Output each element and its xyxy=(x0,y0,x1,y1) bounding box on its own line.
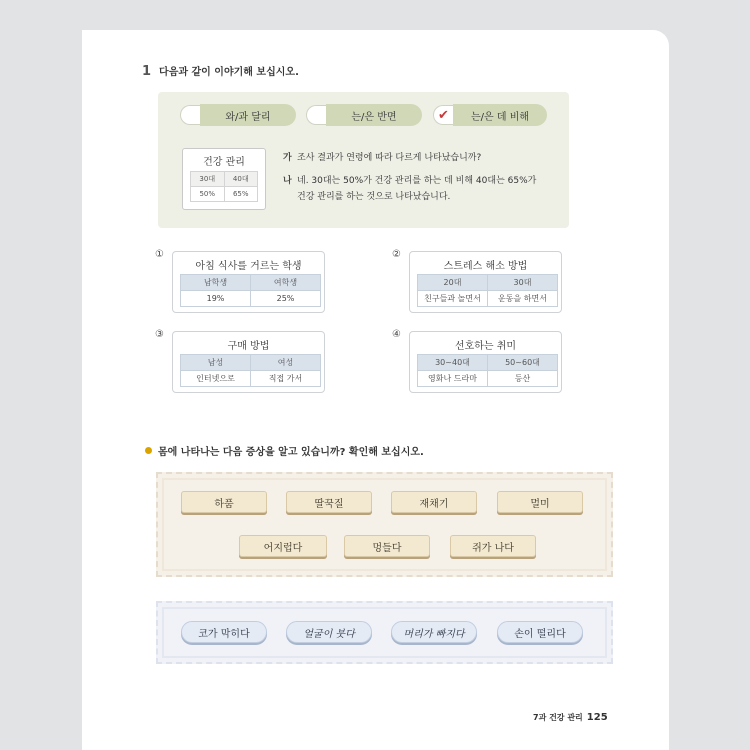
example-card-title: 건강 관리 xyxy=(203,157,245,168)
dialog-text: 네. 30대는 50%가 건강 관리를 하는 데 비해 40대는 65%가 xyxy=(297,176,537,186)
phrase-card[interactable]: 얼굴이 붓다 xyxy=(286,621,372,643)
pattern-label: 와/과 달리 xyxy=(200,104,296,126)
card-table xyxy=(417,274,558,307)
symptom-card[interactable]: 어지럽다 xyxy=(239,535,327,557)
table-cell: 65% xyxy=(224,187,258,202)
dialog-line-a xyxy=(283,150,481,166)
card-table xyxy=(180,274,321,307)
item-number: ① xyxy=(155,249,164,260)
table-cell: 25% xyxy=(251,291,321,307)
table-cell: 직접 가서 xyxy=(251,371,321,387)
question-2-title xyxy=(145,443,424,458)
dialog-text: 건강 관리를 하는 것으로 나타났습니다. xyxy=(297,192,451,202)
speaker-label: 나 xyxy=(283,176,292,186)
pattern-option-3[interactable] xyxy=(433,104,547,126)
card-table xyxy=(417,354,558,387)
symptom-card[interactable]: 쥐가 나다 xyxy=(450,535,536,557)
table-header: 30대 xyxy=(488,275,558,291)
dialog-text: 조사 결과가 연령에 따라 다르게 나타났습니까? xyxy=(297,153,482,163)
table-cell: 50% xyxy=(191,187,225,202)
page-margin-left xyxy=(0,0,82,750)
pattern-option-1[interactable] xyxy=(180,104,296,126)
table-cell: 19% xyxy=(181,291,251,307)
practice-card-2 xyxy=(409,251,562,313)
symptom-card[interactable]: 멍들다 xyxy=(344,535,430,557)
card-title: 스트레스 해소 방법 xyxy=(443,261,528,272)
table-header: 남학생 xyxy=(181,275,251,291)
symptom-card[interactable]: 하품 xyxy=(181,491,267,513)
check-icon: ✔ xyxy=(438,107,449,123)
page-number: 125 xyxy=(586,712,608,723)
card-title: 구매 방법 xyxy=(227,341,270,352)
item-number: ④ xyxy=(392,329,401,340)
page-footer xyxy=(533,712,608,723)
table-header: 20대 xyxy=(418,275,488,291)
table-header: 30대 xyxy=(191,172,225,187)
pattern-label: 는/은 데 비해 xyxy=(453,104,547,126)
phrase-card[interactable]: 머리가 빠지다 xyxy=(391,621,477,643)
table-cell: 운동을 하면서 xyxy=(488,291,558,307)
table-header: 30~40대 xyxy=(418,355,488,371)
table-header: 남성 xyxy=(181,355,251,371)
table-cell: 친구들과 놀면서 xyxy=(418,291,488,307)
table-cell: 등산 xyxy=(488,371,558,387)
table-header: 50~60대 xyxy=(488,355,558,371)
card-table xyxy=(180,354,321,387)
page-margin-top xyxy=(82,0,669,30)
table-header: 여학생 xyxy=(251,275,321,291)
card-title: 선호하는 취미 xyxy=(454,341,517,352)
phrase-card[interactable]: 손이 떨리다 xyxy=(497,621,583,643)
table-cell: 영화나 드라마 xyxy=(418,371,488,387)
question-text: 다음과 같이 이야기해 보십시오. xyxy=(159,67,299,78)
practice-card-1 xyxy=(172,251,325,313)
example-table xyxy=(190,171,258,202)
symptom-card[interactable]: 재채기 xyxy=(391,491,477,513)
checkbox[interactable] xyxy=(180,105,200,125)
pattern-option-2[interactable] xyxy=(306,104,422,126)
table-cell: 인터넷으로 xyxy=(181,371,251,387)
symptoms-frame xyxy=(156,472,613,577)
pattern-label: 는/은 반면 xyxy=(326,104,422,126)
symptom-card[interactable]: 멀미 xyxy=(497,491,583,513)
symptom-card[interactable]: 딸꾹질 xyxy=(286,491,372,513)
checkbox[interactable] xyxy=(306,105,326,125)
page-margin-right xyxy=(669,0,750,750)
question-1-title xyxy=(142,63,299,79)
question-number: 1 xyxy=(142,64,152,79)
bullet-icon xyxy=(145,447,152,454)
dialog-line-b-cont xyxy=(297,189,450,205)
practice-card-3 xyxy=(172,331,325,393)
checkbox-checked[interactable] xyxy=(433,105,453,125)
practice-card-4 xyxy=(409,331,562,393)
phrase-card[interactable]: 코가 막히다 xyxy=(181,621,267,643)
dialog-line-b xyxy=(283,173,536,189)
card-title: 아침 식사를 거르는 학생 xyxy=(195,261,302,272)
question-text: 몸에 나타나는 다음 증상을 알고 있습니까? 확인해 보십시오. xyxy=(158,447,424,458)
item-number: ② xyxy=(392,249,401,260)
speaker-label: 가 xyxy=(283,153,292,163)
table-header: 40대 xyxy=(224,172,258,187)
item-number: ③ xyxy=(155,329,164,340)
table-header: 여성 xyxy=(251,355,321,371)
chapter-label: 7과 건강 관리 xyxy=(533,713,583,722)
example-data-card xyxy=(182,148,266,210)
